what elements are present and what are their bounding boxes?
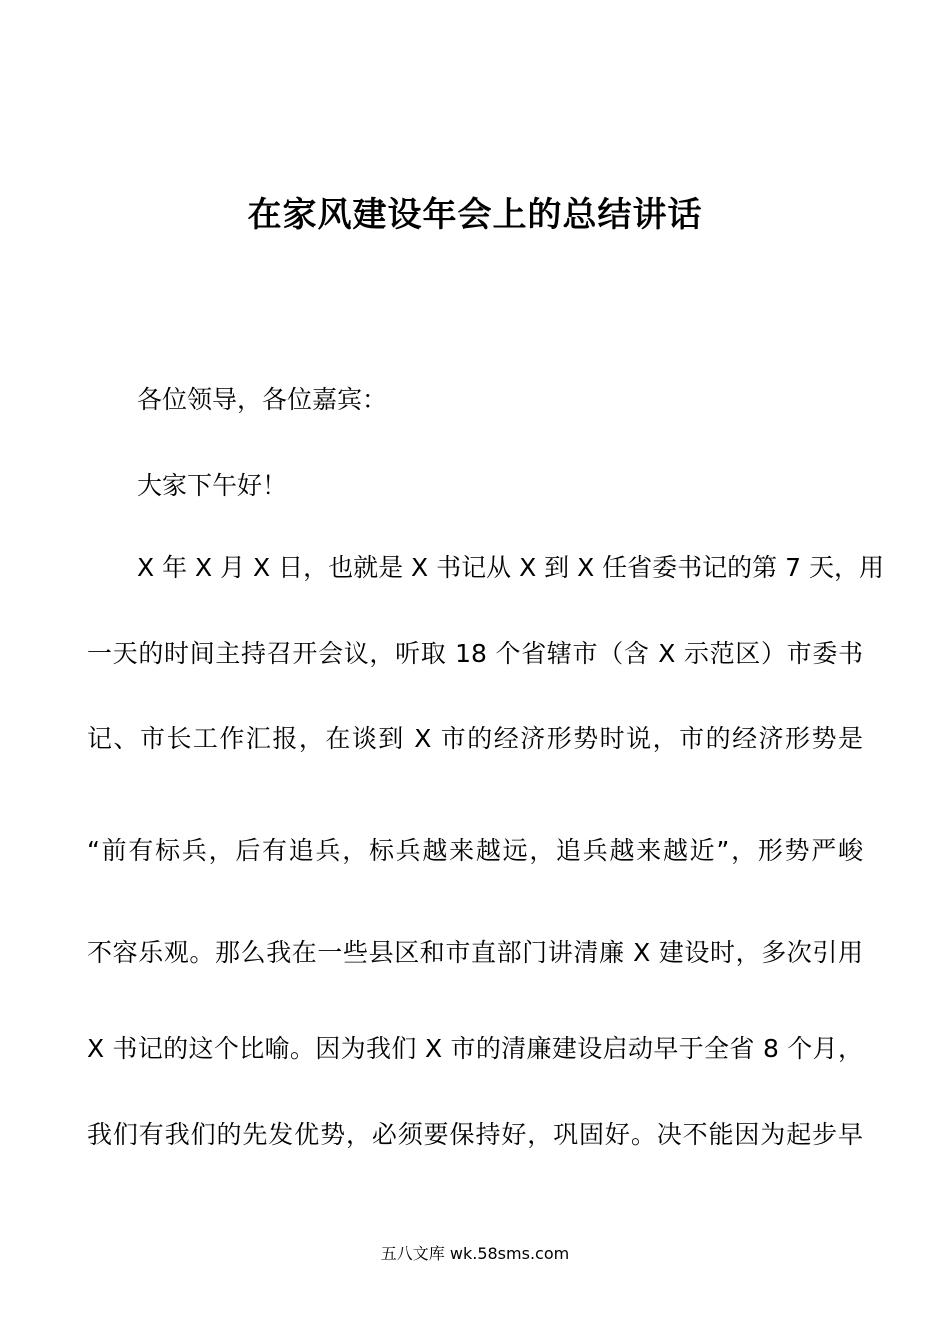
salutation: 各位领导，各位嘉宾： <box>137 385 388 414</box>
paragraph-line: 我们有我们的先发优势，必须要保持好，巩固好。决不能因为起步早 <box>87 1120 863 1149</box>
paragraph-line: X 书记的这个比喻。因为我们 X 市的清廉建设启动早于全省 8 个月， <box>87 1034 863 1063</box>
paragraph-line: 不容乐观。那么我在一些县区和市直部门讲清廉 X 建设时，多次引用 <box>87 938 863 967</box>
document-title: 在家风建设年会上的总结讲话 <box>247 195 703 235</box>
greeting: 大家下午好！ <box>137 471 288 500</box>
paragraph-line: “前有标兵，后有追兵，标兵越来越远，追兵越来越近”，形势严峻 <box>87 836 863 865</box>
paragraph-line: 记、市长工作汇报，在谈到 X 市的经济形势时说，市的经济形势是 <box>87 724 863 753</box>
paragraph-line: 一天的时间主持召开会议，听取 18 个省辖市（含 X 示范区）市委书 <box>87 639 863 668</box>
footer-watermark: 五八文库 wk.58sms.com <box>380 1244 570 1263</box>
paragraph-line: X 年 X 月 X 日，也就是 X 书记从 X 到 X 任省委书记的第 7 天，用 <box>137 553 884 582</box>
